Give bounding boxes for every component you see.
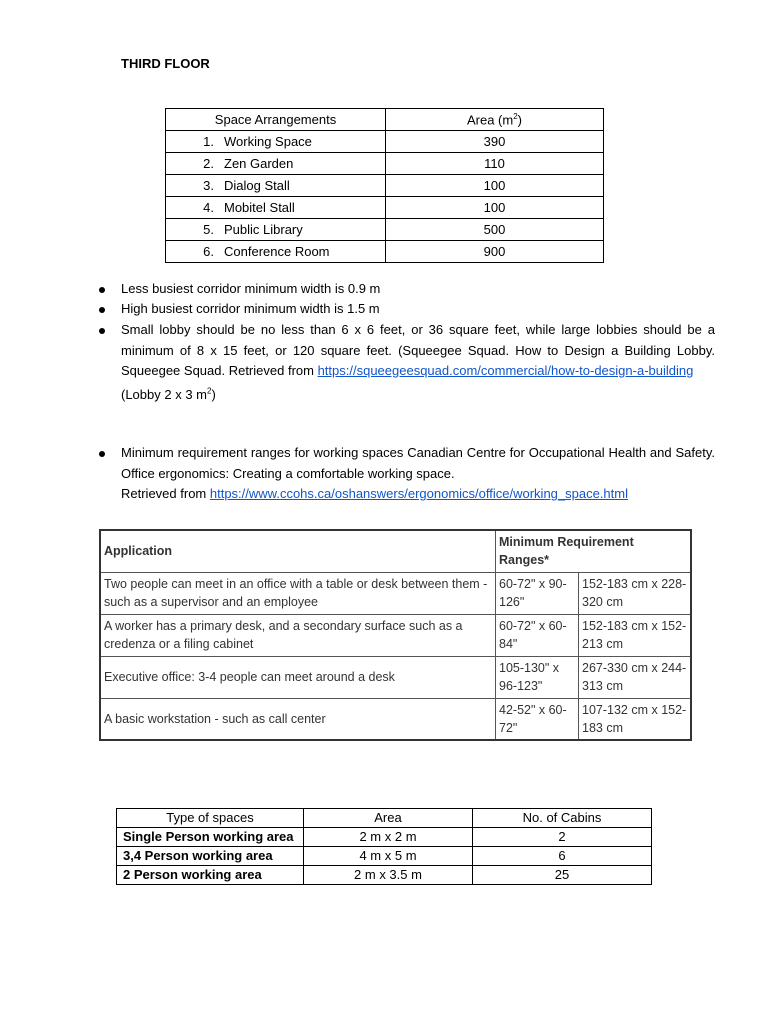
space-name: Dialog Stall xyxy=(224,178,290,193)
bullet-dot-icon xyxy=(99,451,105,457)
application-text: A basic workstation - such as call center xyxy=(100,698,496,740)
ccohs-link[interactable]: https://www.ccohs.ca/oshanswers/ergonomics/office/working_space.html xyxy=(209,486,628,501)
page-heading: THIRD FLOOR xyxy=(121,56,210,71)
column-header-type: Type of spaces xyxy=(117,809,304,828)
space-area: 100 xyxy=(386,197,604,219)
range-cm: 152-183 cm x 228-320 cm xyxy=(579,572,692,614)
column-header-ranges: Minimum Requirement Ranges* xyxy=(496,530,692,572)
table-row xyxy=(166,175,604,197)
range-cm: 107-132 cm x 152-183 cm xyxy=(579,698,692,740)
space-type: 3,4 Person working area xyxy=(117,847,304,866)
application-text: Two people can meet in an office with a table or desk between them - such as a supervisor and an employee xyxy=(100,572,496,614)
range-cm: 152-183 cm x 152-213 cm xyxy=(579,614,692,656)
table-header-row xyxy=(117,809,652,828)
bullet-corridor-less: Less busiest corridor minimum width is 0.9 m xyxy=(121,281,381,296)
cabin-count: 2 xyxy=(473,828,652,847)
space-area: 110 xyxy=(386,153,604,175)
column-header-application: Application xyxy=(100,530,496,572)
table-row xyxy=(117,828,652,847)
lobby-size: (Lobby 2 x 3 $m^2$) xyxy=(121,386,216,402)
column-header-area: Area $(m^2)$ xyxy=(386,109,604,131)
application-text: Executive office: 3-4 people can meet around a desk xyxy=(100,656,496,698)
row-number: 1. xyxy=(203,134,214,149)
bullet-lobby: Small lobby should be no less than 6 x 6 feet, or 36 square feet, while large lobbies should be a minimum of 8 x 15 feet, or 120 square feet. (Squeegee Squad. How to Design a Building Lobby. Squeegee Squad. Retrieved from https://squeegeesquad.com/commercial/how-to-design-a-building (Lobby 2 x 3 $m^2$) xyxy=(121,322,715,402)
space-area: 2 m x 3.5 m xyxy=(304,866,473,885)
row-number: 2. xyxy=(203,156,214,171)
application-text: A worker has a primary desk, and a secondary surface such as a credenza or a filing cabinet xyxy=(100,614,496,656)
space-arrangements-table xyxy=(165,108,604,263)
table-row xyxy=(100,698,691,740)
bullet-dot-icon xyxy=(99,287,105,293)
row-number: 6. xyxy=(203,244,214,259)
table-row xyxy=(100,656,691,698)
table-row xyxy=(100,572,691,614)
row-number: 3. xyxy=(203,178,214,193)
space-type: Single Person working area xyxy=(117,828,304,847)
range-inches: 105-130" x 96-123" xyxy=(496,656,579,698)
table-header-row xyxy=(166,109,604,131)
space-area: 100 xyxy=(386,175,604,197)
bullet-dot-icon xyxy=(99,328,105,334)
table-row xyxy=(166,131,604,153)
space-area: 2 m x 2 m xyxy=(304,828,473,847)
space-name: Mobitel Stall xyxy=(224,200,295,215)
table-row xyxy=(166,197,604,219)
row-number: 5. xyxy=(203,222,214,237)
bullet-dot-icon xyxy=(99,307,105,313)
space-area: 500 xyxy=(386,219,604,241)
column-header-area: Area xyxy=(304,809,473,828)
space-area: 390 xyxy=(386,131,604,153)
table-row xyxy=(100,614,691,656)
table-row xyxy=(166,241,604,263)
range-cm: 267-330 cm x 244-313 cm xyxy=(579,656,692,698)
table-row xyxy=(117,866,652,885)
row-number: 4. xyxy=(203,200,214,215)
range-inches: 60-72" x 90-126" xyxy=(496,572,579,614)
space-name: Working Space xyxy=(224,134,312,149)
bullet-ccohs: Minimum requirement ranges for working spaces Canadian Centre for Occupational Health and Safety. Office ergonomics: Creating a comfortable working space. Retrieved from https://www.ccohs.ca/oshanswers/ergonomics/office/working_space.html xyxy=(121,445,715,501)
space-name: Conference Room xyxy=(224,244,330,259)
range-inches: 42-52" x 60-72" xyxy=(496,698,579,740)
table-row xyxy=(166,219,604,241)
space-area: 4 m x 5 m xyxy=(304,847,473,866)
cabin-count: 25 xyxy=(473,866,652,885)
squeegee-link[interactable]: https://squeegeesquad.com/commercial/how-to-design-a-building xyxy=(317,363,694,378)
table-header-row xyxy=(100,530,691,572)
table-row xyxy=(117,847,652,866)
bullet-corridor-high: High busiest corridor minimum width is 1.5 m xyxy=(121,301,380,316)
range-inches: 60-72" x 60-84" xyxy=(496,614,579,656)
workspace-requirements-table xyxy=(99,529,692,741)
space-name: Public Library xyxy=(224,222,303,237)
space-type: 2 Person working area xyxy=(117,866,304,885)
space-types-table xyxy=(116,808,652,885)
space-area: 900 xyxy=(386,241,604,263)
cabin-count: 6 xyxy=(473,847,652,866)
table-row xyxy=(166,153,604,175)
column-header-cabins: No. of Cabins xyxy=(473,809,652,828)
space-name: Zen Garden xyxy=(224,156,294,171)
column-header-space: Space Arrangements xyxy=(166,109,386,131)
